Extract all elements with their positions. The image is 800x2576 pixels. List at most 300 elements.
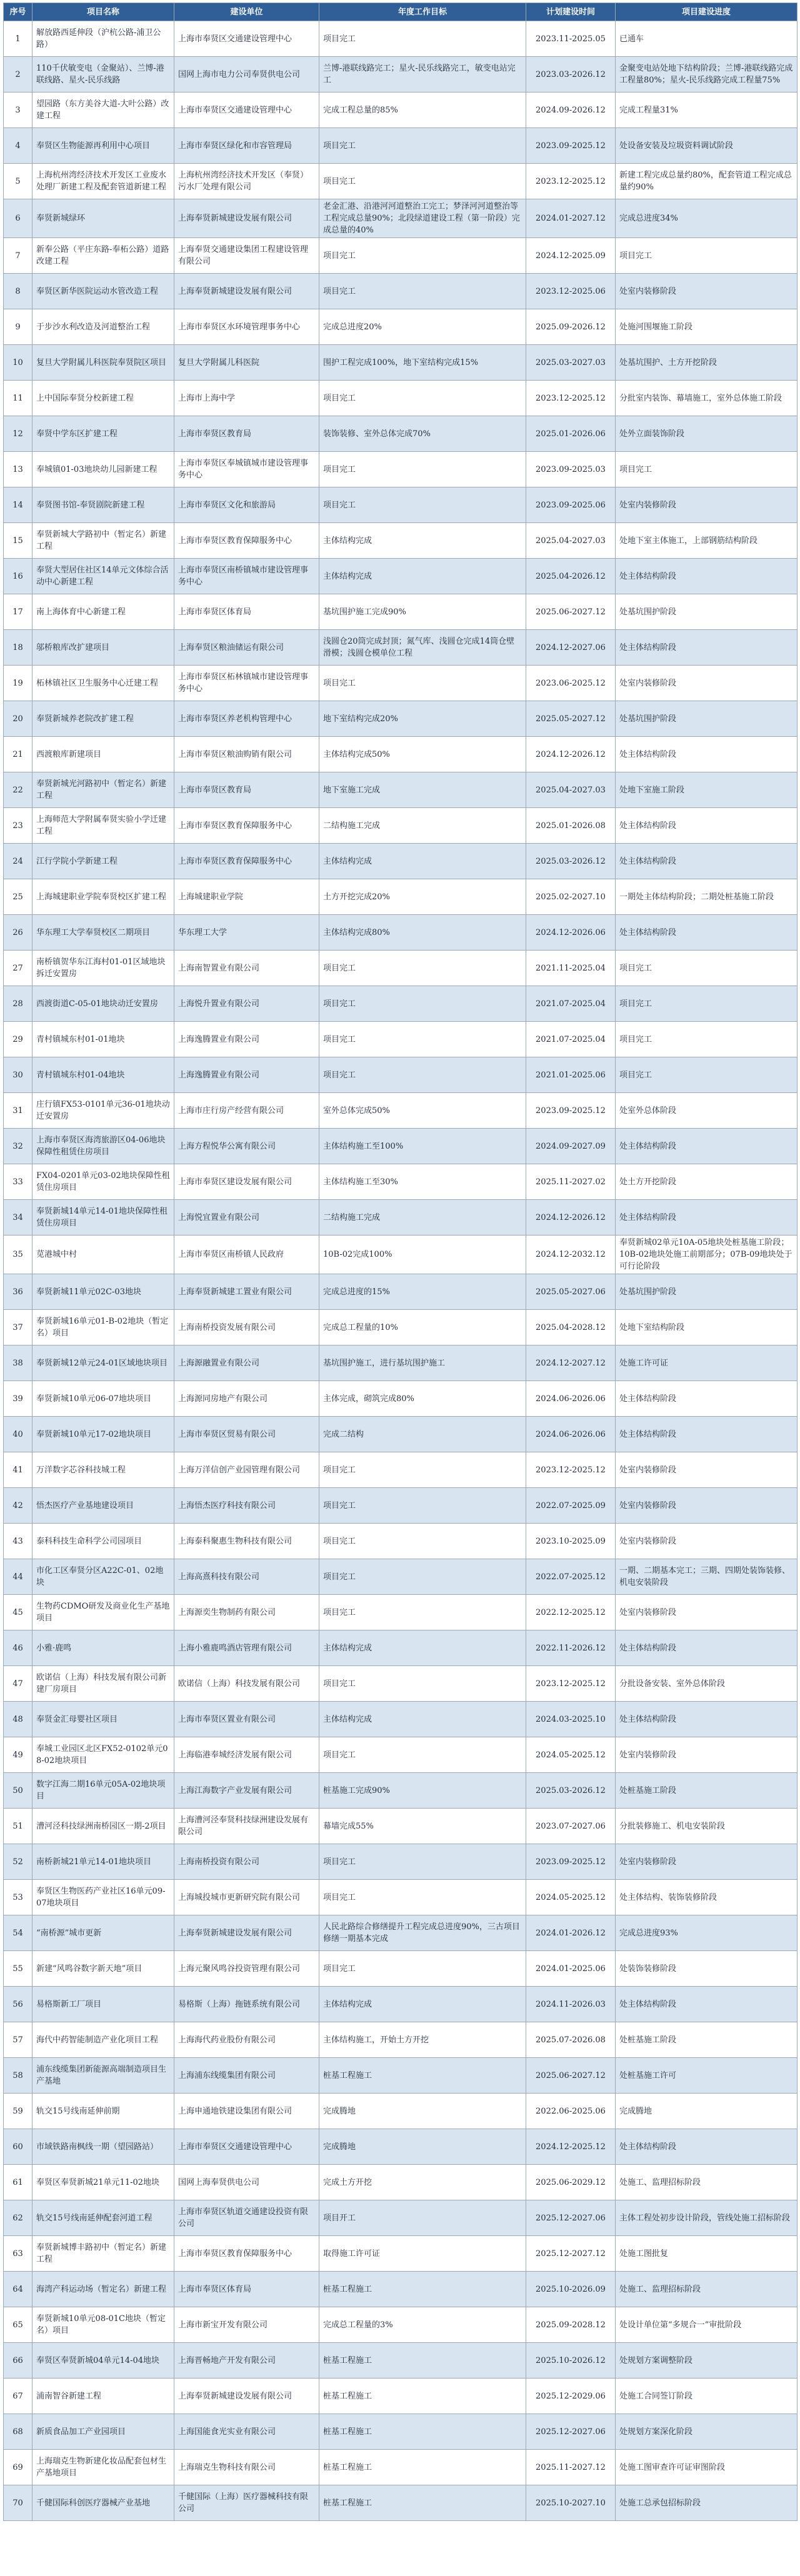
project-name-cell: 轨交15号线南延伸前期 [32, 2094, 174, 2129]
row-index-cell: 7 [4, 238, 32, 274]
builder-unit-cell: 上海市奉贤区奉城镇城市建设管理事务中心 [174, 452, 319, 487]
builder-unit-cell: 上海市奉贤区文化和旅游局 [174, 487, 319, 523]
builder-unit-cell: 上海市奉贤区教育局 [174, 416, 319, 452]
schedule-cell: 2022.06-2025.06 [526, 2094, 616, 2129]
schedule-cell: 2025.09-2026.12 [526, 309, 616, 345]
progress-cell: 处主体结构阶段 [616, 1630, 798, 1666]
project-name-cell: 数字江海二期16单元05A-02地块项目 [32, 1773, 174, 1809]
table-row [4, 164, 798, 199]
progress-cell: 处主体结构阶段 [616, 2129, 798, 2165]
schedule-cell: 2023.12-2025.12 [526, 164, 616, 199]
schedule-cell: 2025.04-2027.03 [526, 772, 616, 808]
builder-unit-cell: 上海市奉贤区置业有限公司 [174, 1702, 319, 1737]
table-row [4, 2165, 798, 2200]
annual-goal-cell: 取得施工许可证 [319, 2236, 526, 2272]
schedule-cell: 2023.09-2025.03 [526, 452, 616, 487]
annual-goal-cell: 基坑围护施工，进行基坑围护施工 [319, 1345, 526, 1381]
table-row [4, 1844, 798, 1880]
schedule-cell: 2021.07-2025.04 [526, 986, 616, 1022]
project-name-cell: 庄行镇FX53-0101单元36-01地块动迁安置房 [32, 1093, 174, 1129]
table-row [4, 2058, 798, 2094]
builder-unit-cell: 上海源奕生物制药有限公司 [174, 1595, 319, 1630]
progress-cell: 处室外总体阶段 [616, 1093, 798, 1129]
progress-cell: 处地下室主体施工，上部钢筋结构阶段 [616, 523, 798, 559]
builder-unit-cell: 上海市奉贤区教育保障服务中心 [174, 2236, 319, 2272]
progress-cell: 项目完工 [616, 452, 798, 487]
progress-cell: 处室内装修阶段 [616, 666, 798, 701]
annual-goal-cell: 主体结构完成 [319, 844, 526, 879]
annual-goal-cell: 桩基工程施工 [319, 2379, 526, 2414]
row-index-cell: 65 [4, 2307, 32, 2343]
schedule-cell: 2024.01-2025.06 [526, 1951, 616, 1987]
progress-cell: 一期、二期基本完工；三期、四期处装饰装修、机电安装阶段 [616, 1559, 798, 1595]
progress-cell: 处施工合同签订阶段 [616, 2379, 798, 2414]
table-row [4, 199, 798, 238]
header-builder: 建设单位 [174, 3, 319, 21]
progress-cell: 处室内装修阶段 [616, 1452, 798, 1488]
table-row [4, 92, 798, 128]
progress-cell: 处规划方案调整阶段 [616, 2343, 798, 2379]
row-index-cell: 2 [4, 57, 32, 92]
progress-cell: 主体工程处初步设计阶段，管线处施工招标阶段 [616, 2200, 798, 2236]
progress-cell: 处主体结构阶段 [616, 844, 798, 879]
row-index-cell: 70 [4, 2485, 32, 2521]
header-progress: 项目建设进度 [616, 3, 798, 21]
progress-cell: 处主体结构、装饰装修阶段 [616, 1880, 798, 1915]
project-name-cell: 复旦大学附属儿科医院奉贤院区项目 [32, 345, 174, 381]
annual-goal-cell: 主体结构施工至100% [319, 1129, 526, 1164]
progress-cell: 分批装修施工、机电安装阶段 [616, 1809, 798, 1844]
builder-unit-cell: 上海市奉贤区教育保障服务中心 [174, 808, 319, 844]
schedule-cell: 2022.11-2026.12 [526, 1630, 616, 1666]
builder-unit-cell: 易格斯（上海）拖链系统有限公司 [174, 1987, 319, 2022]
builder-unit-cell: 上海泰科聚惠生物科技有限公司 [174, 1524, 319, 1559]
project-table [3, 2, 798, 2521]
progress-cell: 处外立面装饰阶段 [616, 416, 798, 452]
table-row [4, 701, 798, 737]
schedule-cell: 2025.11-2027.02 [526, 1164, 616, 1200]
schedule-cell: 2025.05-2027.06 [526, 1274, 616, 1310]
project-name-cell: 新建“风鸣谷数字新天地”项目 [32, 1951, 174, 1987]
row-index-cell: 38 [4, 1345, 32, 1381]
schedule-cell: 2025.11-2027.12 [526, 2450, 616, 2485]
progress-cell: 处施工图审查许可证审图阶段 [616, 2450, 798, 2485]
row-index-cell: 52 [4, 1844, 32, 1880]
builder-unit-cell: 上海悦宜置业有限公司 [174, 1200, 319, 1236]
project-name-cell: 奉贤区新华医院运动水管改造工程 [32, 274, 174, 309]
annual-goal-cell: 项目完工 [319, 21, 526, 57]
project-name-cell: 于步沙水利改造及河道整治工程 [32, 309, 174, 345]
annual-goal-cell: 主体结构完成 [319, 1702, 526, 1737]
schedule-cell: 2025.10-2026.12 [526, 2343, 616, 2379]
annual-goal-cell: 主体结构施工至30% [319, 1164, 526, 1200]
annual-goal-cell: 主体结构施工，开始土方开挖 [319, 2022, 526, 2058]
progress-cell: 处室内装修阶段 [616, 274, 798, 309]
project-name-cell: 奉贤新城养老院改扩建工程 [32, 701, 174, 737]
table-body [4, 21, 798, 2521]
row-index-cell: 11 [4, 381, 32, 416]
table-row [4, 2450, 798, 2485]
progress-cell: 完成总进度93% [616, 1915, 798, 1951]
builder-unit-cell: 华东理工大学 [174, 915, 319, 951]
builder-unit-cell: 上海源融置业有限公司 [174, 1345, 319, 1381]
table-row [4, 487, 798, 523]
row-index-cell: 43 [4, 1524, 32, 1559]
table-row [4, 1417, 798, 1452]
project-name-cell: 柘林镇社区卫生服务中心迁建工程 [32, 666, 174, 701]
project-name-cell: 奉贤新城10单元06-07地块项目 [32, 1381, 174, 1417]
annual-goal-cell: 项目完工 [319, 452, 526, 487]
project-name-cell: 上海城建职业学院奉贤校区扩建工程 [32, 879, 174, 915]
table-row [4, 1559, 798, 1595]
row-index-cell: 40 [4, 1417, 32, 1452]
schedule-cell: 2025.02-2027.10 [526, 879, 616, 915]
builder-unit-cell: 上海申通地铁建设集团有限公司 [174, 2094, 319, 2129]
builder-unit-cell: 上海市奉贤区教育保障服务中心 [174, 523, 319, 559]
builder-unit-cell: 上海奉贤新城建设发展有限公司 [174, 274, 319, 309]
builder-unit-cell: 上海临港奉城经济发展有限公司 [174, 1737, 319, 1773]
row-index-cell: 44 [4, 1559, 32, 1595]
row-index-cell: 36 [4, 1274, 32, 1310]
builder-unit-cell: 上海悟杰医疗科技有限公司 [174, 1488, 319, 1524]
project-name-cell: 青村镇城东村01-01地块 [32, 1022, 174, 1057]
builder-unit-cell: 上海城投城市更新研究院有限公司 [174, 1880, 319, 1915]
project-name-cell: 奉贤新城光河路初中（暂定名）新建工程 [32, 772, 174, 808]
table-row [4, 1274, 798, 1310]
builder-unit-cell: 上海逸腾置业有限公司 [174, 1057, 319, 1093]
table-row [4, 57, 798, 92]
builder-unit-cell: 上海海代药业股份有限公司 [174, 2022, 319, 2058]
project-name-cell: 千健国际科创医疗器械产业基地 [32, 2485, 174, 2521]
table-row [4, 2343, 798, 2379]
builder-unit-cell: 上海瑞克生物科技有限公司 [174, 2450, 319, 2485]
annual-goal-cell: 桩基工程施工 [319, 2272, 526, 2307]
schedule-cell: 2022.12-2025.12 [526, 1595, 616, 1630]
schedule-cell: 2023.09-2025.06 [526, 487, 616, 523]
row-index-cell: 26 [4, 915, 32, 951]
project-name-cell: 上海瑞克生物新建化妆品配套包材生产基地项目 [32, 2450, 174, 2485]
progress-cell: 处室内装修阶段 [616, 1524, 798, 1559]
annual-goal-cell: 项目完工 [319, 666, 526, 701]
table-row [4, 1666, 798, 1702]
progress-cell: 处主体结构阶段 [616, 1417, 798, 1452]
schedule-cell: 2021.11-2025.04 [526, 951, 616, 986]
progress-cell: 处主体结构阶段 [616, 630, 798, 666]
progress-cell: 项目完工 [616, 986, 798, 1022]
schedule-cell: 2024.01-2027.12 [526, 199, 616, 238]
annual-goal-cell: 基坑围护施工完成90% [319, 594, 526, 630]
row-index-cell: 28 [4, 986, 32, 1022]
project-name-cell: 新奉公路（平庄东路-奉柘公路）道路改建工程 [32, 238, 174, 274]
row-index-cell: 56 [4, 1987, 32, 2022]
project-name-cell: 悟杰医疗产业基地建设项目 [32, 1488, 174, 1524]
progress-cell: 项目完工 [616, 238, 798, 274]
annual-goal-cell: 项目开工 [319, 2200, 526, 2236]
schedule-cell: 2025.03-2026.12 [526, 1773, 616, 1809]
progress-cell: 分批室内装饰、幕墙施工，室外总体施工阶段 [616, 381, 798, 416]
project-name-cell: 奉贤新城11单元02C-03地块 [32, 1274, 174, 1310]
builder-unit-cell: 上海漕河泾奉贤科技绿洲建设发展有限公司 [174, 1809, 319, 1844]
schedule-cell: 2025.06-2029.12 [526, 2165, 616, 2200]
schedule-cell: 2023.09-2025.12 [526, 1844, 616, 1880]
project-name-cell: FX04-0201单元03-02地块保障性租赁住房项目 [32, 1164, 174, 1200]
table-row [4, 2200, 798, 2236]
progress-cell: 处主体结构阶段 [616, 808, 798, 844]
builder-unit-cell: 上海市新宝开发有限公司 [174, 2307, 319, 2343]
builder-unit-cell: 上海元聚风鸣谷投资管理有限公司 [174, 1951, 319, 1987]
project-name-cell: 奉贤新城14单元14-01地块保障性租赁住房项目 [32, 1200, 174, 1236]
row-index-cell: 22 [4, 772, 32, 808]
row-index-cell: 45 [4, 1595, 32, 1630]
progress-cell: 处地下室施工阶段 [616, 772, 798, 808]
project-name-cell: 奉贤新城博丰路初中（暂定名）新建工程 [32, 2236, 174, 2272]
schedule-cell: 2024.09-2026.12 [526, 92, 616, 128]
schedule-cell: 2025.07-2026.08 [526, 2022, 616, 2058]
builder-unit-cell: 上海逸腾置业有限公司 [174, 1022, 319, 1057]
progress-cell: 处室内装修阶段 [616, 1737, 798, 1773]
annual-goal-cell: 二结构施工完成 [319, 808, 526, 844]
row-index-cell: 20 [4, 701, 32, 737]
progress-cell: 处施工、监理招标阶段 [616, 2165, 798, 2200]
row-index-cell: 27 [4, 951, 32, 986]
progress-cell: 分批设备安装、室外总体阶段 [616, 1666, 798, 1702]
header-schedule: 计划建设时间 [526, 3, 616, 21]
builder-unit-cell: 上海南智置业有限公司 [174, 951, 319, 986]
project-name-cell: 解放路西延伸段（沪杭公路-浦卫公路） [32, 21, 174, 57]
builder-unit-cell: 上海杭州湾经济技术开发区（奉贤）污水厂处理有限公司 [174, 164, 319, 199]
builder-unit-cell: 上海奉贤新城建设发展有限公司 [174, 199, 319, 238]
row-index-cell: 67 [4, 2379, 32, 2414]
progress-cell: 处主体结构阶段 [616, 1200, 798, 1236]
project-name-cell: 浦南智谷新建工程 [32, 2379, 174, 2414]
project-name-cell: 望园路（东方美谷大道-大叶公路）改建工程 [32, 92, 174, 128]
schedule-cell: 2024.12-2027.06 [526, 630, 616, 666]
schedule-cell: 2025.12-2029.06 [526, 2379, 616, 2414]
builder-unit-cell: 上海市奉贤区绿化和市容管理局 [174, 128, 319, 164]
schedule-cell: 2024.12-2027.12 [526, 1345, 616, 1381]
table-row [4, 808, 798, 844]
project-name-cell: 轨交15号线南延伸配套河道工程 [32, 2200, 174, 2236]
row-index-cell: 59 [4, 2094, 32, 2129]
annual-goal-cell: 项目完工 [319, 164, 526, 199]
row-index-cell: 42 [4, 1488, 32, 1524]
project-name-cell: 万洋数字芯谷科技城工程 [32, 1452, 174, 1488]
table-row [4, 559, 798, 594]
row-index-cell: 66 [4, 2343, 32, 2379]
header-project-name: 项目名称 [32, 3, 174, 21]
progress-cell: 处基坑围护阶段 [616, 701, 798, 737]
annual-goal-cell: 浅圆仓20筒完成封顶；氮气库、浅圆仓完成14筒仓壁滑模；浅圆仓模单位工程 [319, 630, 526, 666]
schedule-cell: 2023.09-2025.12 [526, 1093, 616, 1129]
builder-unit-cell: 国网上海市电力公司奉贤供电公司 [174, 57, 319, 92]
table-row [4, 594, 798, 630]
table-row [4, 1236, 798, 1274]
annual-goal-cell: 地下室施工完成 [319, 772, 526, 808]
table-header-row [4, 3, 798, 21]
row-index-cell: 32 [4, 1129, 32, 1164]
progress-cell: 金聚变电站处地下结构阶段；兰博-港联线路完成工程量80%；星火-民乐线路完成工程量75% [616, 57, 798, 92]
progress-cell: 处基坑围护阶段 [616, 594, 798, 630]
annual-goal-cell: 项目完工 [319, 1737, 526, 1773]
schedule-cell: 2024.11-2026.03 [526, 1987, 616, 2022]
project-name-cell: 奉城镇01-03地块幼儿园新建工程 [32, 452, 174, 487]
schedule-cell: 2023.12-2025.12 [526, 1666, 616, 1702]
progress-cell: 完成总进度34% [616, 199, 798, 238]
row-index-cell: 30 [4, 1057, 32, 1093]
project-name-cell: 青村镇城东村01-04地块 [32, 1057, 174, 1093]
table-row [4, 1524, 798, 1559]
schedule-cell: 2025.04-2027.03 [526, 523, 616, 559]
schedule-cell: 2024.01-2026.12 [526, 1915, 616, 1951]
project-name-cell: 奉贤新城10单元17-02地块项目 [32, 1417, 174, 1452]
table-row [4, 2379, 798, 2414]
builder-unit-cell: 上海江海数字产业发展有限公司 [174, 1773, 319, 1809]
builder-unit-cell: 上海万洋信创产业园管理有限公司 [174, 1452, 319, 1488]
schedule-cell: 2025.03-2027.03 [526, 345, 616, 381]
progress-cell: 完成腾地 [616, 2094, 798, 2129]
project-name-cell: 海湾产科运动场（暂定名）新建工程 [32, 2272, 174, 2307]
progress-cell: 处室内装修阶段 [616, 1488, 798, 1524]
schedule-cell: 2025.05-2027.12 [526, 701, 616, 737]
row-index-cell: 9 [4, 309, 32, 345]
table-row [4, 2094, 798, 2129]
row-index-cell: 41 [4, 1452, 32, 1488]
row-index-cell: 8 [4, 274, 32, 309]
progress-cell: 处地下室结构阶段 [616, 1310, 798, 1345]
table-row [4, 1880, 798, 1915]
table-row [4, 666, 798, 701]
schedule-cell: 2023.11-2025.05 [526, 21, 616, 57]
progress-cell: 处桩基施工许可 [616, 2058, 798, 2094]
row-index-cell: 49 [4, 1737, 32, 1773]
annual-goal-cell: 完成腾地 [319, 2129, 526, 2165]
annual-goal-cell: 项目完工 [319, 274, 526, 309]
row-index-cell: 51 [4, 1809, 32, 1844]
annual-goal-cell: 项目完工 [319, 1880, 526, 1915]
table-row [4, 416, 798, 452]
progress-cell: 项目完工 [616, 1022, 798, 1057]
row-index-cell: 58 [4, 2058, 32, 2094]
row-index-cell: 3 [4, 92, 32, 128]
builder-unit-cell: 上海南桥投资发展有限公司 [174, 1310, 319, 1345]
project-name-cell: 奉贤新城大学路初中（暂定名）新建工程 [32, 523, 174, 559]
project-name-cell: 奉贤区生物医药产业社区16单元09-07地块项目 [32, 1880, 174, 1915]
project-name-cell: 新质食品加工产业园项目 [32, 2414, 174, 2450]
progress-cell: 处主体结构阶段 [616, 1129, 798, 1164]
table-row [4, 1915, 798, 1951]
builder-unit-cell: 上海市奉贤区南桥镇人民政府 [174, 1236, 319, 1274]
builder-unit-cell: 上海高熹科技有限公司 [174, 1559, 319, 1595]
table-row [4, 238, 798, 274]
builder-unit-cell: 上海市奉贤区贸易有限公司 [174, 1417, 319, 1452]
annual-goal-cell: 完成土方开挖 [319, 2165, 526, 2200]
row-index-cell: 29 [4, 1022, 32, 1057]
table-row [4, 1630, 798, 1666]
row-index-cell: 4 [4, 128, 32, 164]
annual-goal-cell: 项目完工 [319, 487, 526, 523]
progress-cell: 处施工图批复 [616, 2236, 798, 2272]
project-name-cell: 奉城工业园区北区FX52-0102单元08-02地块项目 [32, 1737, 174, 1773]
builder-unit-cell: 上海市奉贤区粮油购销有限公司 [174, 737, 319, 772]
annual-goal-cell: 完成二结构 [319, 1417, 526, 1452]
annual-goal-cell: 主体结构完成 [319, 523, 526, 559]
schedule-cell: 2023.12-2025.12 [526, 381, 616, 416]
row-index-cell: 14 [4, 487, 32, 523]
row-index-cell: 64 [4, 2272, 32, 2307]
progress-cell: 完成工程量31% [616, 92, 798, 128]
project-name-cell: 欧诺信（上海）科技发展有限公司新建厂房项目 [32, 1666, 174, 1702]
annual-goal-cell: 项目完工 [319, 1666, 526, 1702]
row-index-cell: 19 [4, 666, 32, 701]
annual-goal-cell: 桩基工程施工 [319, 2343, 526, 2379]
project-name-cell: 上海杭州湾经济技术开发区工业废水处理厂新建工程及配套管道新建工程 [32, 164, 174, 199]
table-row [4, 452, 798, 487]
progress-cell: 一期处主体结构阶段；二期处桩基施工阶段 [616, 879, 798, 915]
schedule-cell: 2025.06-2027.12 [526, 2058, 616, 2094]
schedule-cell: 2023.12-2025.06 [526, 274, 616, 309]
header-index: 序号 [4, 3, 32, 21]
builder-unit-cell: 上海市奉贤区体育局 [174, 594, 319, 630]
project-name-cell: 市化工区奉贤分区A22C-01、02地块 [32, 1559, 174, 1595]
builder-unit-cell: 上海奉贤新城建设发展有限公司 [174, 1915, 319, 1951]
table-row [4, 1129, 798, 1164]
project-name-cell: 奉贤大型居住社区14单元文体综合活动中心新建工程 [32, 559, 174, 594]
builder-unit-cell: 上海市奉贤区教育局 [174, 772, 319, 808]
annual-goal-cell: 项目完工 [319, 1595, 526, 1630]
table-row [4, 1452, 798, 1488]
project-name-cell: 南桥镇贺华东江海村01-01区域地块拆迁安置房 [32, 951, 174, 986]
project-name-cell: 奉贤区奉贤新城21单元11-02地块 [32, 2165, 174, 2200]
annual-goal-cell: 项目完工 [319, 1844, 526, 1880]
schedule-cell: 2024.12-2025.09 [526, 238, 616, 274]
annual-goal-cell: 项目完工 [319, 1452, 526, 1488]
table-row [4, 2022, 798, 2058]
annual-goal-cell: 完成总工程量的10% [319, 1310, 526, 1345]
row-index-cell: 50 [4, 1773, 32, 1809]
table-row [4, 2272, 798, 2307]
builder-unit-cell: 上海市奉贤区教育保障服务中心 [174, 844, 319, 879]
annual-goal-cell: 项目完工 [319, 1022, 526, 1057]
row-index-cell: 33 [4, 1164, 32, 1200]
schedule-cell: 2025.04-2026.12 [526, 559, 616, 594]
schedule-cell: 2021.07-2025.04 [526, 1022, 616, 1057]
project-name-cell: 上海市奉贤区海湾旅游区04-06地块保障性租赁住房项目 [32, 1129, 174, 1164]
annual-goal-cell: 项目完工 [319, 1057, 526, 1093]
schedule-cell: 2025.06-2027.12 [526, 594, 616, 630]
project-name-cell: 西渡街道C-05-01地块动迁安置房 [32, 986, 174, 1022]
builder-unit-cell: 上海小雅鹿鸣酒店管理有限公司 [174, 1630, 319, 1666]
project-name-cell: 奉贤新城10单元08-01C地块（暂定名）项目 [32, 2307, 174, 2343]
builder-unit-cell: 上海奉贤区粮油储运有限公司 [174, 630, 319, 666]
builder-unit-cell: 上海奉贤新城建设发展有限公司 [174, 2379, 319, 2414]
schedule-cell: 2024.12-2025.12 [526, 2129, 616, 2165]
builder-unit-cell: 上海市奉贤区柘林镇城市建设管理事务中心 [174, 666, 319, 701]
builder-unit-cell: 上海国能食光实业有限公司 [174, 2414, 319, 2450]
row-index-cell: 10 [4, 345, 32, 381]
table-row [4, 21, 798, 57]
schedule-cell: 2022.07-2025.12 [526, 1559, 616, 1595]
schedule-cell: 2024.06-2026.06 [526, 1381, 616, 1417]
table-row [4, 951, 798, 986]
annual-goal-cell: 幕墙完成55% [319, 1809, 526, 1844]
builder-unit-cell: 上海奉贤新城建工置业有限公司 [174, 1274, 319, 1310]
table-row [4, 1200, 798, 1236]
annual-goal-cell: 土方开挖完成20% [319, 879, 526, 915]
annual-goal-cell: 桩基施工完成90% [319, 1773, 526, 1809]
schedule-cell: 2024.03-2025.10 [526, 1702, 616, 1737]
row-index-cell: 18 [4, 630, 32, 666]
builder-unit-cell: 上海源同房地产有限公司 [174, 1381, 319, 1417]
